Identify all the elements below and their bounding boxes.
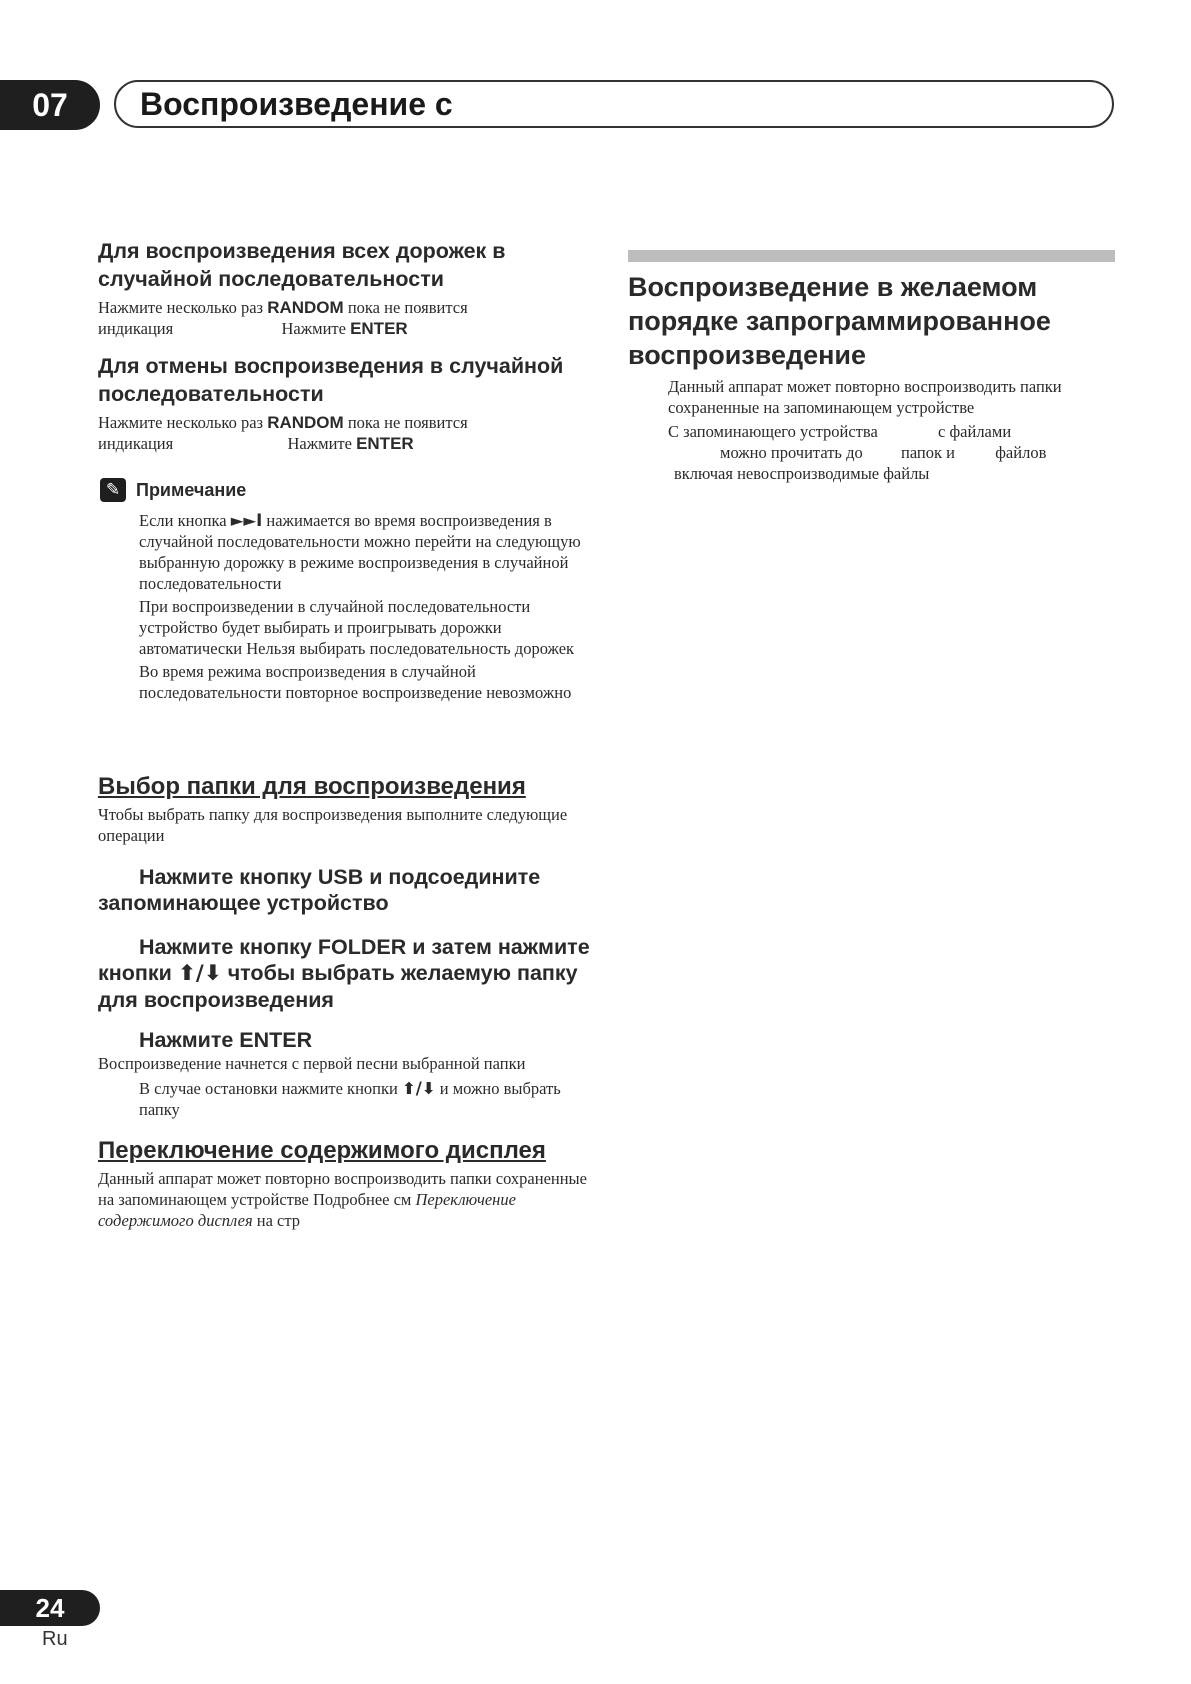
program-play-para2-line2 <box>628 442 1115 463</box>
up-down-arrow-icon: ⬆/⬇ <box>177 961 222 986</box>
text: В случае остановки нажмите кнопки <box>139 1079 398 1098</box>
random-cancel-heading: Для отмены воспроизведения в случайной последовательности <box>98 354 564 406</box>
note-item <box>139 510 589 594</box>
step-1: Нажмите кнопку USB и подсоедините запоминающее устройство <box>98 865 541 915</box>
program-play-para2-line1 <box>628 421 1115 442</box>
text: индикация <box>98 319 174 338</box>
text: Данный аппарат может повторно воспроизводить папки сохраненные на запоминающем устройстве Подробнее см <box>98 1169 587 1209</box>
next-track-glyph: ►►I <box>230 511 263 530</box>
text: Если кнопка <box>139 511 227 530</box>
program-play-para1: Данный аппарат может повторно воспроизводить папки сохраненные на запоминающем устройстве <box>668 377 1062 417</box>
program-play-heading: Воспроизведение в желаемом порядке запрограммированное воспроизведение <box>628 272 1051 370</box>
note-header <box>100 478 246 502</box>
chapter-number-badge: 07 <box>0 80 100 130</box>
text: пока не появится <box>347 413 468 432</box>
step-3: Нажмите ENTER <box>139 1028 313 1052</box>
note-list <box>139 510 589 703</box>
display-switch-section <box>98 1136 588 1231</box>
program-play-para2-line3: включая невоспроизводимые файлы <box>674 464 930 483</box>
text: индикация <box>98 434 174 453</box>
random-key-label: RANDOM <box>267 413 344 432</box>
text: чтобы выбрать желаемую папку для воспроизведения <box>98 961 578 1012</box>
page-number-badge: 24 <box>0 1590 100 1626</box>
folder-select-section <box>98 772 598 1120</box>
step-3-description: Воспроизведение начнется с первой песни выбранной папки <box>98 1054 526 1073</box>
enter-key-label: ENTER <box>356 434 414 453</box>
program-play-section <box>628 270 1115 484</box>
note-item: Во время режима воспроизведения в случайной последовательности повторное воспроизведение невозможно <box>139 662 572 702</box>
text: папок и <box>900 443 955 462</box>
step-2 <box>98 934 598 1013</box>
text: Нажмите <box>281 319 346 338</box>
display-switch-heading: Переключение содержимого дисплея <box>98 1137 546 1164</box>
text: на стр <box>256 1211 301 1230</box>
folder-select-intro: Чтобы выбрать папку для воспроизведения выполните следующие операции <box>98 805 568 845</box>
text: Нажмите кнопку FOLDER и затем нажмите кнопки <box>98 935 590 985</box>
up-down-arrow-icon: ⬆/⬇ <box>401 1079 436 1098</box>
random-key-label: RANDOM <box>267 298 344 317</box>
random-play-section <box>98 237 598 339</box>
page-language: Ru <box>42 1628 68 1650</box>
random-play-line2 <box>98 318 598 339</box>
note-item: При воспроизведении в случайной последовательности устройство будет выбирать и проигрывать дорожки автоматически Нельзя выбирать последовательность дорожек <box>139 597 575 658</box>
text: Нажмите несколько раз <box>98 413 264 432</box>
text: можно прочитать до <box>720 443 863 462</box>
chapter-title: Воспроизведение с <box>114 80 1114 128</box>
text: нажимается во время воспроизведения в случайной последовательности можно перейти на следующую выбранную дорожку в режиме воспроизведения в случайной последовательности <box>139 511 581 593</box>
text: файлов <box>995 443 1047 462</box>
enter-key-label: ENTER <box>350 319 408 338</box>
random-cancel-line1 <box>98 412 598 433</box>
text: Нажмите <box>287 434 352 453</box>
random-cancel-line2 <box>98 433 598 454</box>
text: и можно выбрать папку <box>139 1079 561 1119</box>
random-cancel-section <box>98 352 598 454</box>
step-3-note <box>98 1078 598 1120</box>
display-switch-text <box>98 1168 588 1231</box>
cross-reference: Переключение содержимого дисплея <box>98 1190 516 1230</box>
section-divider-bar <box>628 250 1115 262</box>
random-play-heading: Для воспроизведения всех дорожек в случайной последовательности <box>98 239 506 291</box>
text: пока не появится <box>347 298 468 317</box>
note-title: Примечание <box>136 479 247 500</box>
pencil-icon: ✎ <box>100 478 126 502</box>
random-play-line1 <box>98 297 598 318</box>
text: Нажмите несколько раз <box>98 298 264 317</box>
text: с файлами <box>938 422 1012 441</box>
text: С запоминающего устройства <box>668 422 878 441</box>
folder-select-heading: Выбор папки для воспроизведения <box>98 773 526 800</box>
